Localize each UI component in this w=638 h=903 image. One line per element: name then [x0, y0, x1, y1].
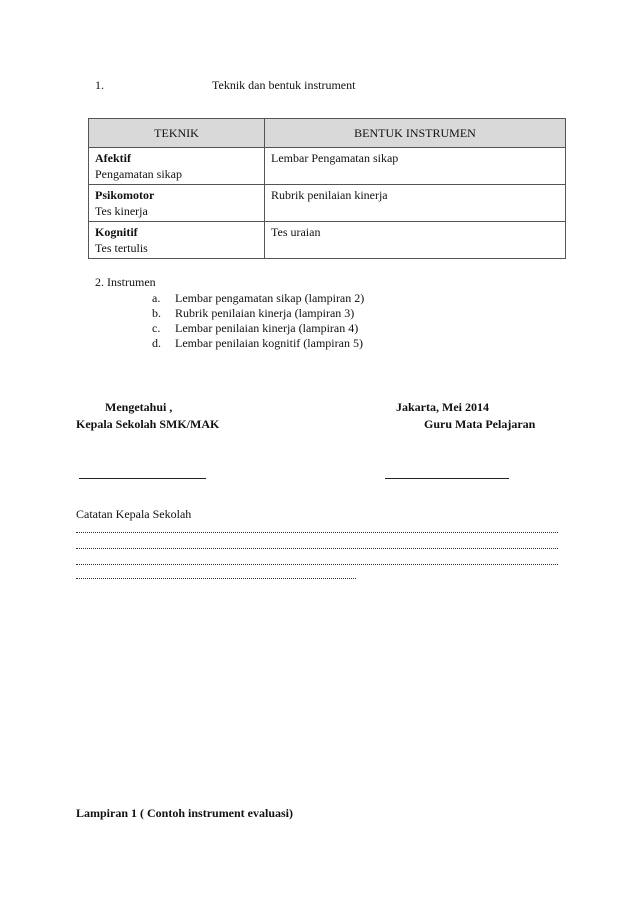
section2-title: 2. Instrumen: [95, 275, 156, 289]
section1-title: Teknik dan bentuk instrument: [212, 78, 356, 92]
teknik-sub: Pengamatan sikap: [95, 167, 182, 181]
teknik-sub: Tes kinerja: [95, 204, 148, 218]
teknik-cell: [89, 222, 265, 259]
list-item-letter: c.: [152, 321, 161, 335]
dotted-line: [76, 578, 356, 579]
bentuk-cell: Lembar Pengamatan sikap: [265, 148, 566, 185]
signature-line-right: [385, 478, 509, 479]
dotted-line: [76, 532, 558, 533]
table-row: [89, 148, 566, 185]
teknik-cell: [89, 185, 265, 222]
teknik-name: Afektif: [95, 151, 131, 165]
teknik-sub: Tes tertulis: [95, 241, 148, 255]
table-header-row: [89, 119, 566, 148]
header-teknik: TEKNIK: [89, 119, 265, 148]
dotted-line: [76, 548, 558, 549]
teknik-cell: [89, 148, 265, 185]
signature-line-left: [79, 478, 206, 479]
list-item: [152, 336, 363, 351]
list-item-letter: a.: [152, 291, 161, 305]
table-row: [89, 185, 566, 222]
bentuk-cell: Rubrik penilaian kinerja: [265, 185, 566, 222]
list-item: [152, 321, 358, 336]
table-row: [89, 222, 566, 259]
list-item-text: Lembar penilaian kinerja (lampiran 4): [175, 321, 359, 335]
guru-label: Guru Mata Pelajaran: [424, 417, 536, 431]
list-item-text: Rubrik penilaian kinerja (lampiran 3): [175, 306, 355, 320]
teknik-name: Psikomotor: [95, 188, 155, 202]
kepala-sekolah-label: Kepala Sekolah SMK/MAK: [76, 417, 220, 431]
list-item-letter: b.: [152, 306, 161, 320]
place-date-label: Jakarta, Mei 2014: [396, 400, 489, 414]
list-item-text: Lembar pengamatan sikap (lampiran 2): [175, 291, 365, 305]
list-item-text: Lembar penilaian kognitif (lampiran 5): [175, 336, 363, 350]
dotted-line: [76, 564, 558, 565]
list-item: [152, 306, 354, 321]
mengetahui-label: Mengetahui ,: [105, 400, 173, 414]
instrument-table: [88, 118, 566, 259]
header-bentuk-instrumen: BENTUK INSTRUMEN: [265, 119, 566, 148]
teknik-name: Kognitif: [95, 225, 138, 239]
bentuk-cell: Tes uraian: [265, 222, 566, 259]
notes-title: Catatan Kepala Sekolah: [76, 507, 192, 521]
section1-number: 1.: [95, 78, 104, 92]
lampiran-heading: Lampiran 1 ( Contoh instrument evaluasi): [76, 806, 294, 820]
list-item: [152, 291, 364, 306]
list-item-letter: d.: [152, 336, 161, 350]
